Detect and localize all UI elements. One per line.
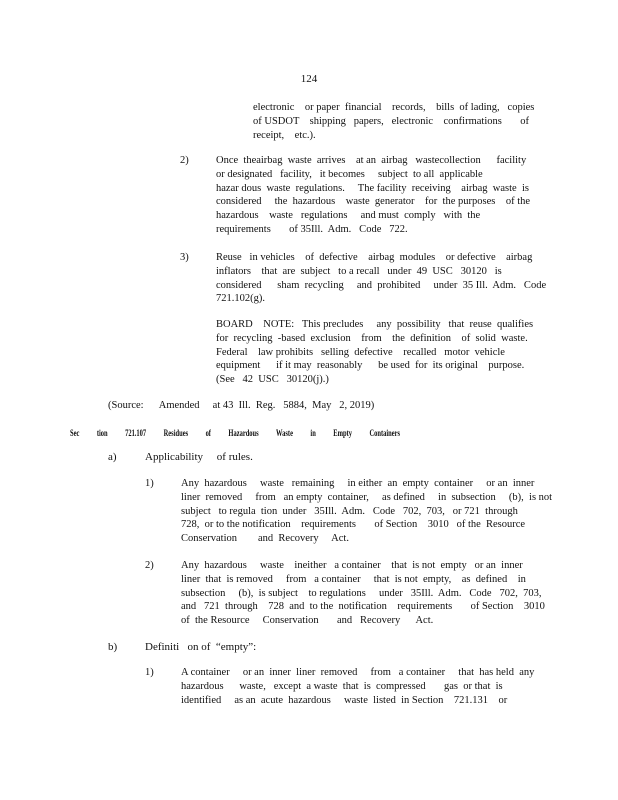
item-paragraph: Any hazardous waste ineither a container that is not empty or an inner liner that is removed from a container that is not empty, as defined in subsection (b), is subject to regulations under 35Ill. Adm. Code 702, 703, and 721 through 728 and to the notification requirements of Section 3010 of the Resource Conservation and Recovery Act. [181,560,545,627]
page-number: 124 [300,73,318,85]
item-number: 2) [180,155,189,166]
section-title-word: Waste [276,428,293,438]
source-note: (Source: Amended at 43 Ill. Reg. 5884, May 2, 2019) [108,400,375,411]
section-heading-tion: tion [96,428,108,438]
continuation-paragraph: electronic or paper financial records, bills of lading, copies of USDOT shipping papers, electronic confirmations of receipt, etc.). [253,102,535,141]
item-paragraph: A container or an inner liner removed from a container that has held any hazardous waste, except a waste that is compressed gas or that is identified as an acute hazardous waste listed in Section 721.131 or [181,667,535,706]
section-title-word: of [205,428,211,438]
section-title-word: Hazardous [228,428,259,438]
section-number: 721.107 [125,428,147,438]
subsection-title: Applicability of rules. [145,451,253,463]
board-note: BOARD NOTE: This precludes any possibility that reuse qualifies for recycling -based exclusion from the definition of solid waste. Federal law prohibits selling defective recalled motor vehicle equipment if it may reasonably be used for its original purpose. (See 42 USC 30120(j).) [216,319,534,386]
subsection-letter: b) [108,641,118,653]
section-title-word: Residues [163,428,189,438]
subsection-letter: a) [108,451,117,463]
item-number: 1) [145,478,154,489]
section-title-word: Empty [333,428,353,438]
section-title-word: in [310,428,316,438]
item-number: 1) [145,667,154,678]
item-number: 3) [180,252,189,263]
item-paragraph: Once theairbag waste arrives at an airbag wastecollection facility or designated facility, it becomes subject to all applicable hazar dous waste regulations. The facility receiving airbag waste is considered the hazardous waste generator for the purposes of the hazardous waste regulations and must comply with the requirements of 35Ill. Adm. Code 722. [216,155,531,235]
item-paragraph: Any hazardous waste remaining in either an empty container or an inner liner removed from an empty container, as defined in subsection (b), is not subject to regula tion under 35Ill. Adm. Code 702, 703, or 721 through 728, or to the notification requirements of Section 3010 of the Resource Conservation and Recovery Act. [181,478,553,545]
subsection-title: Definiti on of “empty”: [145,641,257,653]
item-number: 2) [145,560,154,571]
item-paragraph: Reuse in vehicles of defective airbag modules or defective airbag inflators that are subject to a recall under 49 USC 30120 is considered sham recycling and prohibited under 35 Ill. Adm. Code 721.102(g). [216,252,547,305]
section-heading [70,427,416,439]
section-title-word: Containers [369,428,401,438]
section-heading-sec: Sec [70,428,80,438]
